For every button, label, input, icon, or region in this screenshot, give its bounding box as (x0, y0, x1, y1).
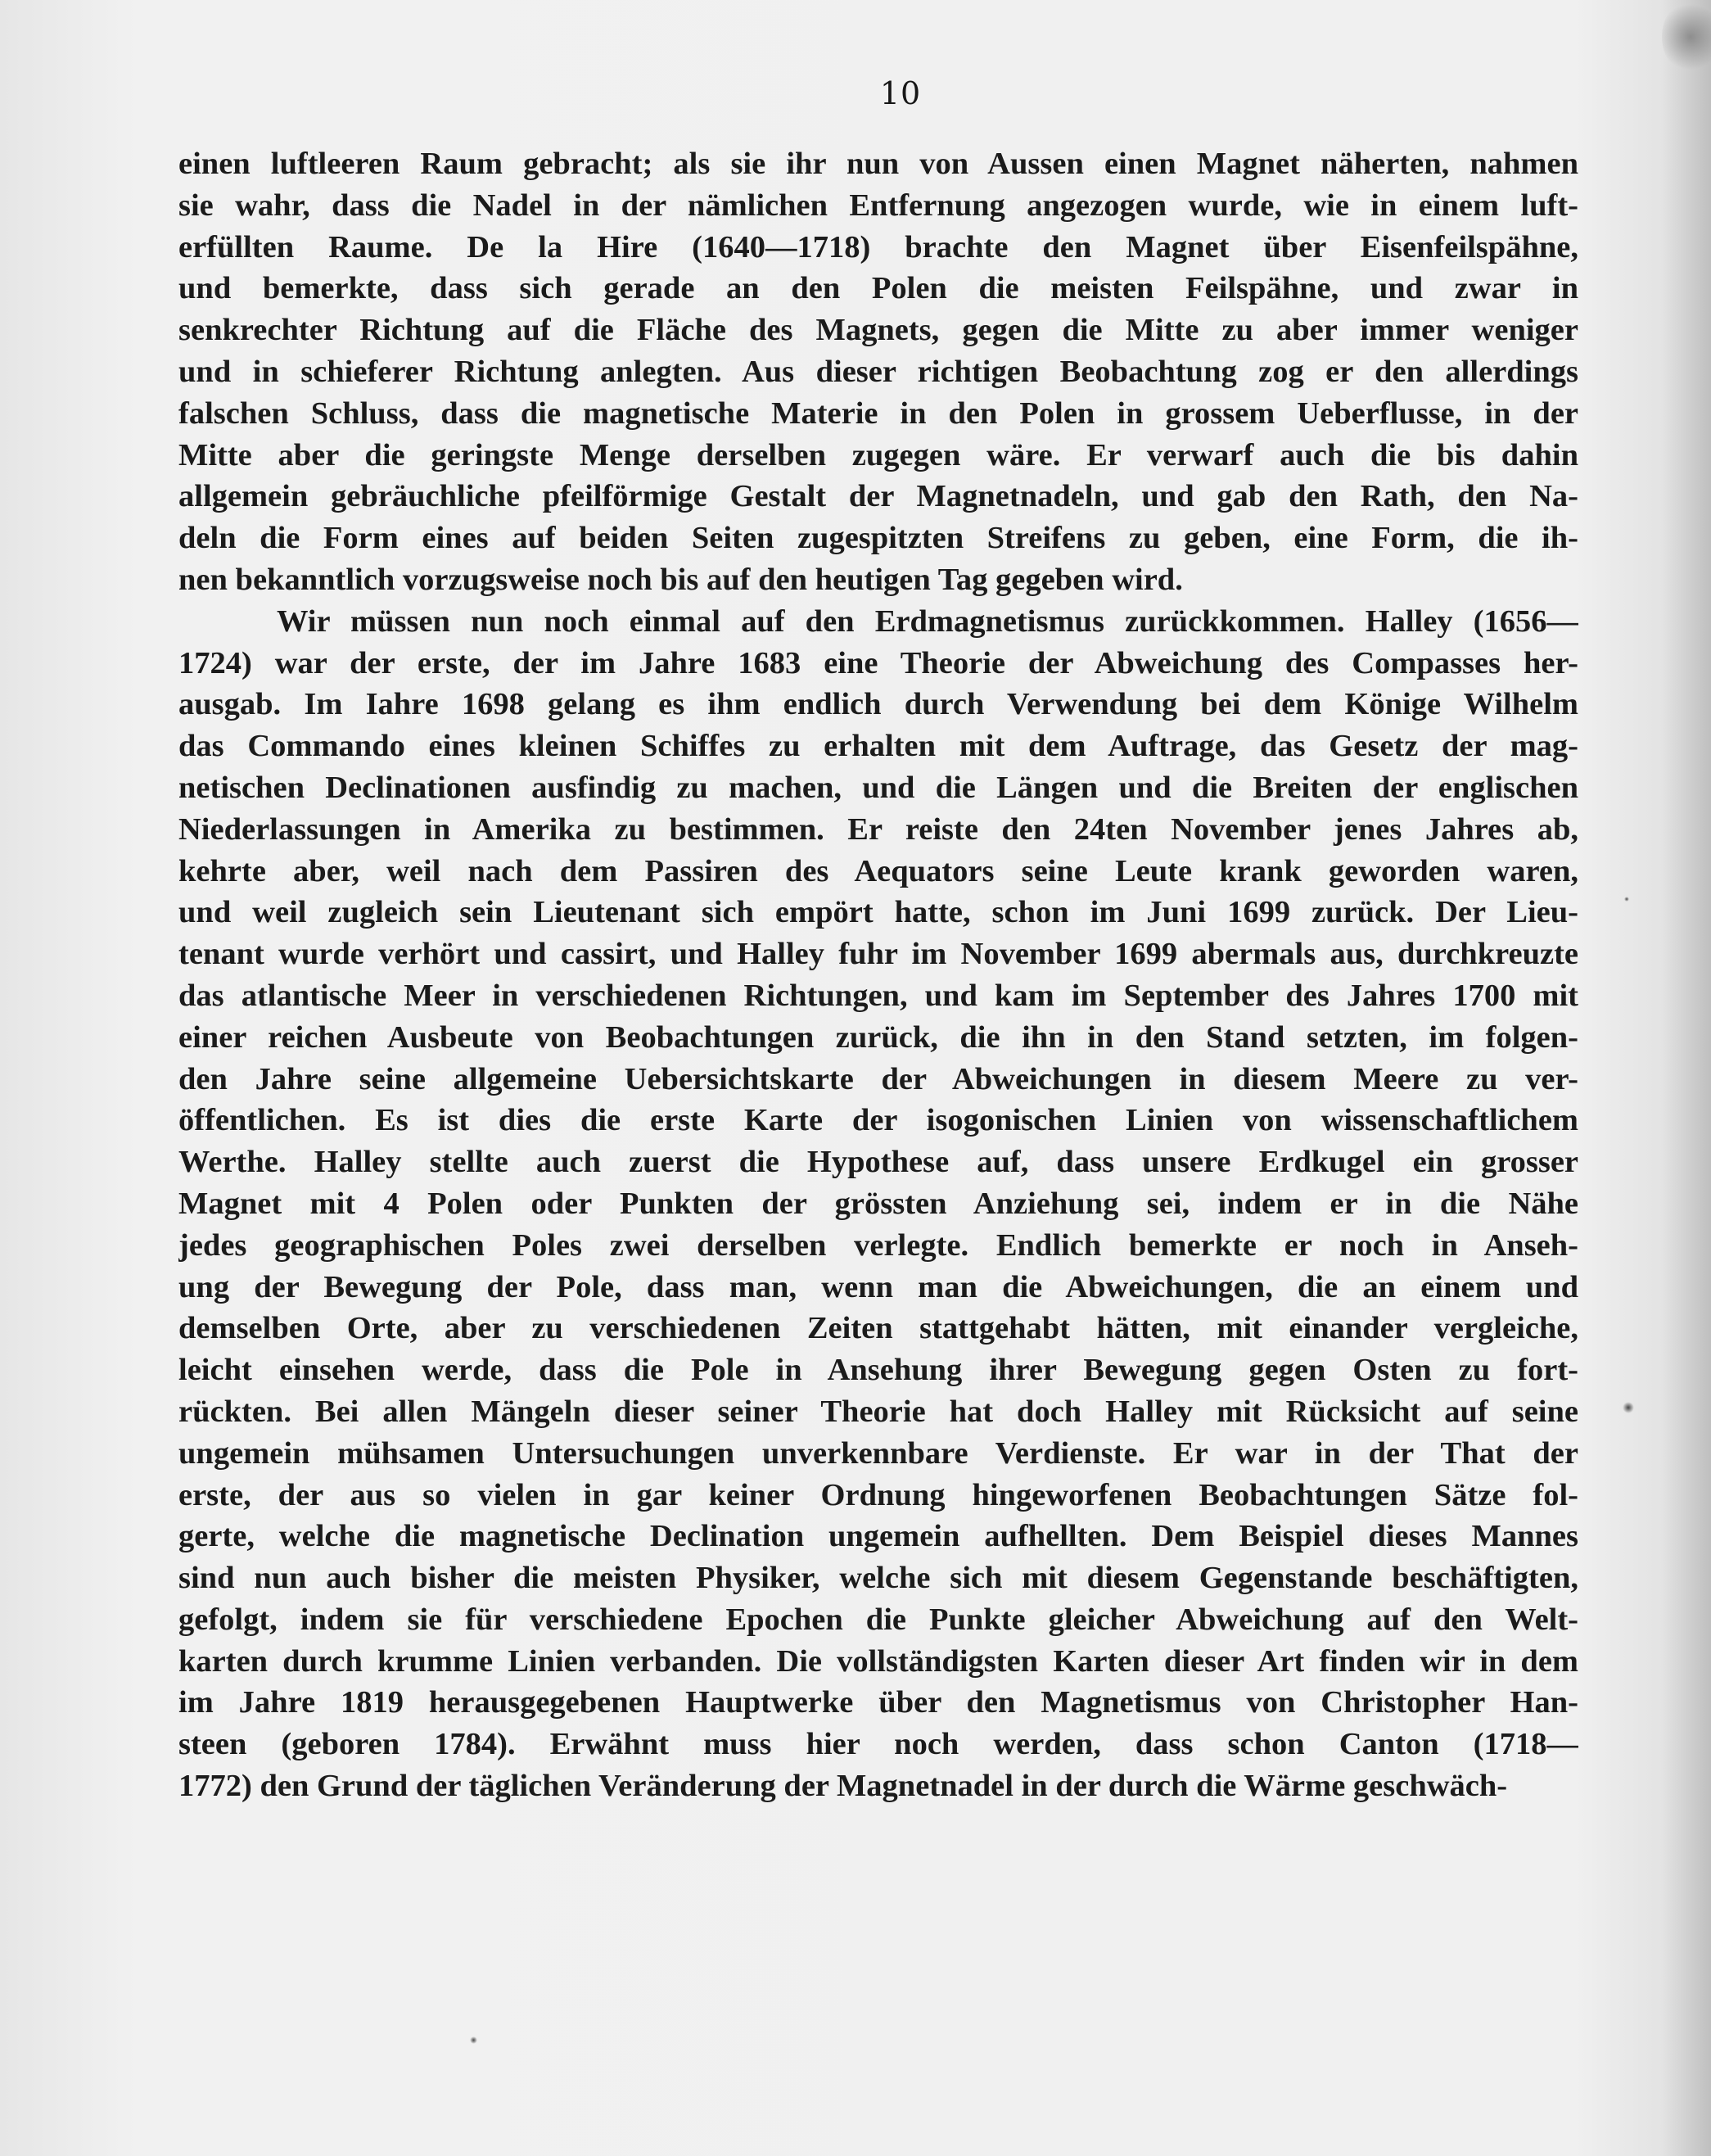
text-line: ung der Bewegung der Pole, dass man, wenn man die Abweichungen, die an einem und (178, 1269, 1578, 1304)
text-line: Mitte aber die geringste Menge derselben zugegen wäre. Er verwarf auch die bis dahin (178, 437, 1578, 472)
text-line: erste, der aus so vielen in gar keiner Ordnung hingeworfenen Beobachtungen Sätze fol- (178, 1477, 1578, 1512)
text-line: einen luftleeren Raum gebracht; als sie ihr nun von Aussen einen Magnet näherten, nahmen (178, 147, 1578, 181)
text-line: tenant wurde verhört und cassirt, und Halley fuhr im November 1699 abermals aus, durchkreuzte (178, 937, 1578, 972)
text-line: einer reichen Ausbeute von Beobachtungen zurück, die ihn in den Stand setzten, im folgen- (178, 1019, 1578, 1055)
ink-speck (470, 2036, 477, 2044)
text-line: gerte, welche die magnetische Declination ungemein aufhellten. Dem Beispiel dieses Mannes (178, 1519, 1578, 1554)
text-line: allgemein gebräuchliche pfeilförmige Gestalt der Magnetnadeln, und gab den Rath, den Na- (178, 479, 1578, 514)
text-line: erfüllten Raume. De la Hire (1640—1718) brachte den Magnet über Eisenfeilspähne, (178, 229, 1578, 264)
text-line: das Commando eines kleinen Schiffes zu erhalten mit dem Auftrage, das Gesetz der mag- (178, 729, 1578, 764)
text-line: ausgab. Im Iahre 1698 gelang es ihm endlich durch Verwendung bei dem Könige Wilhelm (178, 687, 1578, 722)
text-line: jedes geographischen Poles zwei derselben verlegte. Endlich bemerkte er noch in Anseh- (178, 1227, 1578, 1263)
text-line: den Jahre seine allgemeine Uebersichtskarte der Abweichungen in diesem Meere zu ver- (178, 1061, 1578, 1096)
page-edge-shadow (1662, 0, 1711, 2156)
text-line: öffentlichen. Es ist dies die erste Karte der isogonischen Linien von wissenschaftlichem (178, 1103, 1578, 1138)
text-line: senkrechter Richtung auf die Fläche des Magnets, gegen die Mitte zu aber immer weniger (178, 313, 1578, 348)
text-line: 1772) den Grund der täglichen Veränderung der Magnetnadel in der durch die Wärme geschwäch- (178, 1769, 1508, 1804)
text-line: rückten. Bei allen Mängeln dieser seiner Theorie hat doch Halley mit Rücksicht auf seine (178, 1394, 1578, 1429)
text-line: gefolgt, indem sie für verschiedene Epochen die Punkte gleicher Abweichung auf den Welt- (178, 1602, 1578, 1637)
text-line: das atlantische Meer in verschiedenen Richtungen, und kam im September des Jahres 1700 mit (178, 978, 1578, 1013)
text-line: karten durch krumme Linien verbanden. Die vollständigsten Karten dieser Art finden wir in dem (178, 1643, 1578, 1679)
text-line: sind nun auch bisher die meisten Physiker, welche sich mit diesem Gegenstande beschäftigten, (178, 1561, 1578, 1596)
text-line: sie wahr, dass die Nadel in der nämlichen Entfernung angezogen wurde, wie in einem luft- (178, 188, 1578, 223)
text-line: 1724) war der erste, der im Jahre 1683 eine Theorie der Abweichung des Compasses her- (178, 645, 1578, 680)
text-line: ungemein mühsamen Untersuchungen unverkennbare Verdienste. Er war in der That der (178, 1435, 1578, 1471)
page-number: 10 (879, 75, 922, 111)
text-line: falschen Schluss, dass die magnetische Materie in den Polen in grossem Ueberflusse, in der (178, 395, 1578, 431)
text-line: Niederlassungen in Amerika zu bestimmen. Er reiste den 24ten November jenes Jahres ab, (178, 811, 1578, 847)
text-line: deln die Form eines auf beiden Seiten zugespitzten Streifens zu geben, eine Form, die ih- (178, 521, 1578, 556)
text-line: und weil zugleich sein Lieutenant sich empört hatte, schon im Juni 1699 zurück. Der Lieu- (178, 895, 1578, 930)
text-line: netischen Declinationen ausfindig zu machen, und die Längen und die Breiten der englischen (178, 770, 1578, 805)
text-line: und bemerkte, dass sich gerade an den Polen die meisten Feilspähne, und zwar in (178, 271, 1578, 306)
text-line: demselben Orte, aber zu verschiedenen Zeiten stattgehabt hätten, mit einander vergleiche, (178, 1311, 1578, 1346)
body-text (178, 143, 1578, 1807)
text-line: steen (geboren 1784). Erwähnt muss hier noch werden, dass schon Canton (1718— (178, 1727, 1578, 1762)
text-line: im Jahre 1819 herausgegebenen Hauptwerke über den Magnetismus von Christopher Han- (178, 1685, 1578, 1720)
ink-speck (1624, 897, 1629, 902)
text-line: Werthe. Halley stellte auch zuerst die Hypothese auf, dass unsere Erdkugel ein grosser (178, 1145, 1578, 1180)
ink-speck (1623, 1402, 1634, 1413)
text-line: leicht einsehen werde, dass die Pole in Ansehung ihrer Bewegung gegen Osten zu fort- (178, 1353, 1578, 1388)
text-line: und in schieferer Richtung anlegten. Aus dieser richtigen Beobachtung zog er den allerdings (178, 354, 1578, 389)
text-line: nen bekanntlich vorzugsweise noch bis auf den heutigen Tag gegeben wird. (178, 562, 1183, 597)
text-line: kehrte aber, weil nach dem Passiren des Aequators seine Leute krank geworden waren, (178, 853, 1578, 888)
text-line: Magnet mit 4 Polen oder Punkten der grössten Anziehung sei, indem er in die Nähe (178, 1186, 1578, 1221)
text-line: Wir müssen nun noch einmal auf den Erdmagnetismus zurückkommen. Halley (1656— (277, 603, 1578, 639)
